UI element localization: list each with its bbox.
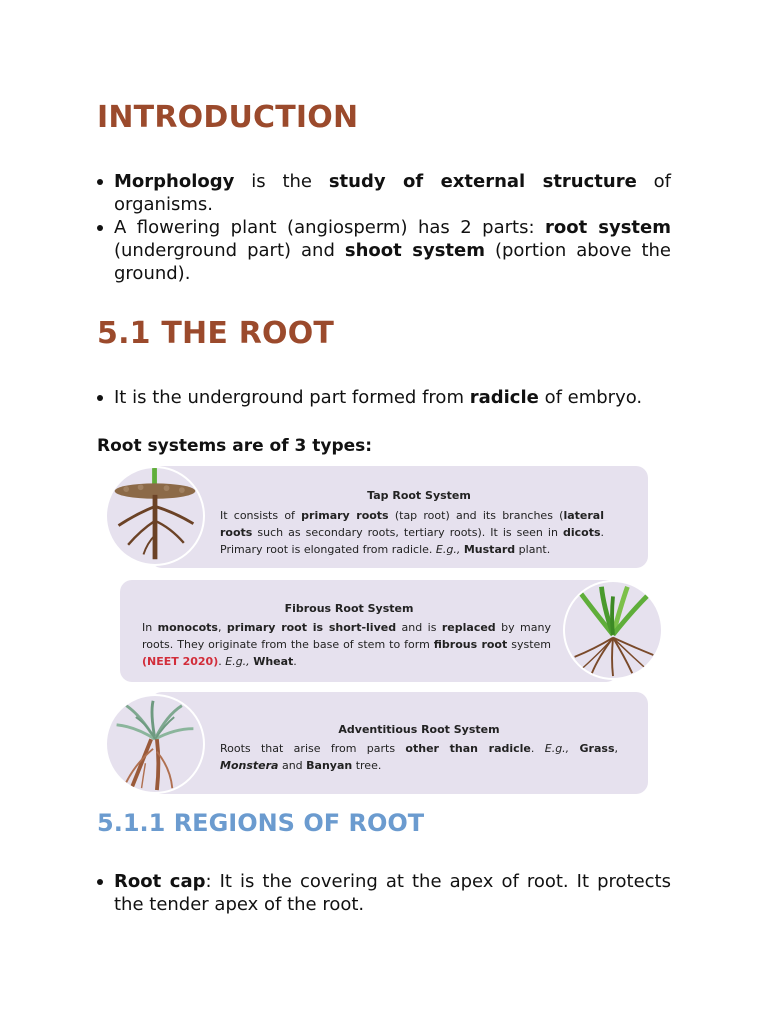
text: of organisms.	[114, 171, 671, 215]
term: radicle	[469, 387, 539, 408]
card-text	[220, 507, 604, 558]
text: .	[293, 655, 297, 668]
list-item	[97, 386, 671, 409]
term: replaced	[441, 621, 496, 634]
term: other than radicle	[405, 742, 531, 755]
term: primary roots	[301, 509, 389, 522]
card-text	[220, 740, 618, 774]
term: root system	[545, 217, 671, 238]
tap-root-card	[150, 466, 648, 568]
adventitious-root-plant-icon	[105, 694, 205, 794]
term: Banyan	[306, 759, 353, 772]
tap-root-plant-icon	[105, 466, 205, 566]
text: It is the underground part formed from	[114, 387, 470, 408]
card-title: Adventitious Root System	[338, 723, 500, 736]
text: .	[218, 655, 226, 668]
regions-heading: 5.1.1 REGIONS OF ROOT	[97, 809, 425, 837]
list-item	[97, 870, 671, 916]
list-item	[97, 170, 671, 216]
text: .	[530, 742, 545, 755]
term: Root cap	[114, 871, 206, 892]
term: lateral roots	[220, 509, 604, 539]
term-morphology: Morphology	[114, 171, 235, 192]
root-list	[97, 386, 671, 409]
list-item	[97, 216, 671, 285]
card-title: Tap Root System	[367, 489, 471, 502]
intro-heading: INTRODUCTION	[97, 100, 359, 135]
text: by many roots. They originate from the base of stem to form	[142, 621, 551, 651]
text: E.g.,	[435, 543, 461, 556]
term: fibrous root	[433, 638, 508, 651]
text: and	[278, 759, 307, 772]
intro-list	[97, 170, 671, 285]
text: In	[142, 621, 158, 634]
neet-tag: (NEET 2020)	[142, 655, 219, 668]
fibrous-root-plant-icon	[563, 580, 663, 680]
text: : It is the covering at the apex of root. It protects the tender apex of the root.	[114, 871, 671, 915]
text: A flowering plant (angiosperm) has 2 parts:	[114, 217, 546, 238]
card-title: Fibrous Root System	[284, 602, 414, 615]
text: system	[507, 638, 552, 651]
text: (tap root) and its branches (	[388, 509, 564, 522]
fibrous-root-card	[120, 580, 618, 682]
term: primary root is short-lived	[226, 621, 397, 634]
text: (underground part) and	[114, 240, 345, 261]
root-heading: 5.1 THE ROOT	[97, 316, 335, 351]
term: monocots	[157, 621, 218, 634]
text: plant.	[515, 543, 551, 556]
text: tree.	[352, 759, 382, 772]
term: Mustard	[463, 543, 516, 556]
card-text	[142, 619, 551, 670]
text: of embryo.	[538, 387, 643, 408]
text: E.g.,	[225, 655, 250, 668]
text: It consists of	[220, 509, 302, 522]
text: and is	[396, 621, 442, 634]
term: Monstera	[220, 759, 279, 772]
text	[569, 742, 579, 755]
adventitious-root-card	[150, 692, 648, 794]
text: such as secondary roots, tertiary roots). It is seen in	[252, 526, 563, 539]
regions-list	[97, 870, 671, 916]
term: Grass	[579, 742, 615, 755]
text: (portion above the ground).	[114, 240, 671, 284]
text: is the	[234, 171, 329, 192]
text: E.g.,	[544, 742, 570, 755]
text: Roots that arise from parts	[220, 742, 406, 755]
text: ,	[217, 621, 227, 634]
term: Wheat	[253, 655, 294, 668]
root-types-heading: Root systems are of 3 types:	[97, 436, 373, 456]
text: ,	[614, 742, 619, 755]
term: study of external structure	[328, 171, 637, 192]
text: . Primary root is elongated from radicle.	[220, 526, 604, 556]
term: shoot system	[344, 240, 485, 261]
term: dicots	[562, 526, 601, 539]
